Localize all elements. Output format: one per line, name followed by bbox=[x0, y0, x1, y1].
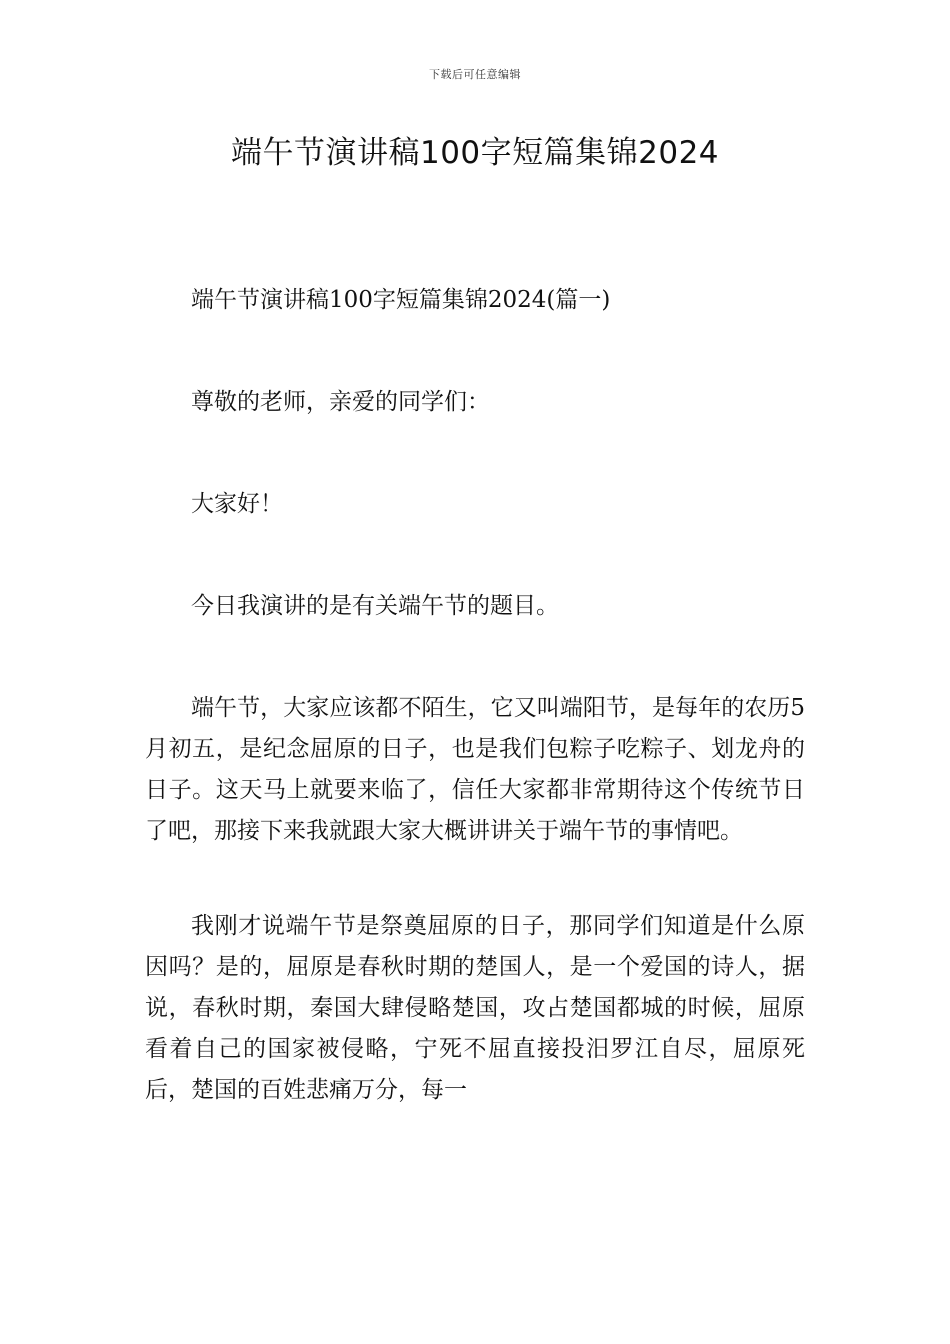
header-note: 下载后可任意编辑 bbox=[429, 68, 521, 81]
document-body bbox=[145, 280, 805, 1111]
greeting: 大家好！ bbox=[191, 491, 283, 517]
salutation: 尊敬的老师，亲爱的同学们： bbox=[191, 389, 490, 415]
body-paragraph: 我刚才说端午节是祭奠屈原的日子，那同学们知道是什么原因吗？是的，屈原是春秋时期的楚国人，是一个爱国的诗人，据说，春秋时期，秦国大肆侵略楚国，攻占楚国都城的时候，屈原看着自己的国家被侵略，宁死不屈直接投汨罗江自尽，屈原死后，楚国的百姓悲痛万分，每一 bbox=[145, 913, 805, 1103]
body-paragraph: 端午节，大家应该都不陌生，它又叫端阳节，是每年的农历5月初五，是纪念屈原的日子，也是我们包粽子吃粽子、划龙舟的日子。这天马上就要来临了，信任大家都非常期待这个传统节日了吧，那接下来我就跟大家大概讲讲关于端午节的事情吧。 bbox=[145, 695, 805, 844]
document-title: 端午节演讲稿100字短篇集锦2024 bbox=[230, 135, 720, 171]
intro-paragraph: 今日我演讲的是有关端午节的题目。 bbox=[191, 593, 559, 619]
section-heading: 端午节演讲稿100字短篇集锦2024(篇一) bbox=[191, 287, 611, 313]
